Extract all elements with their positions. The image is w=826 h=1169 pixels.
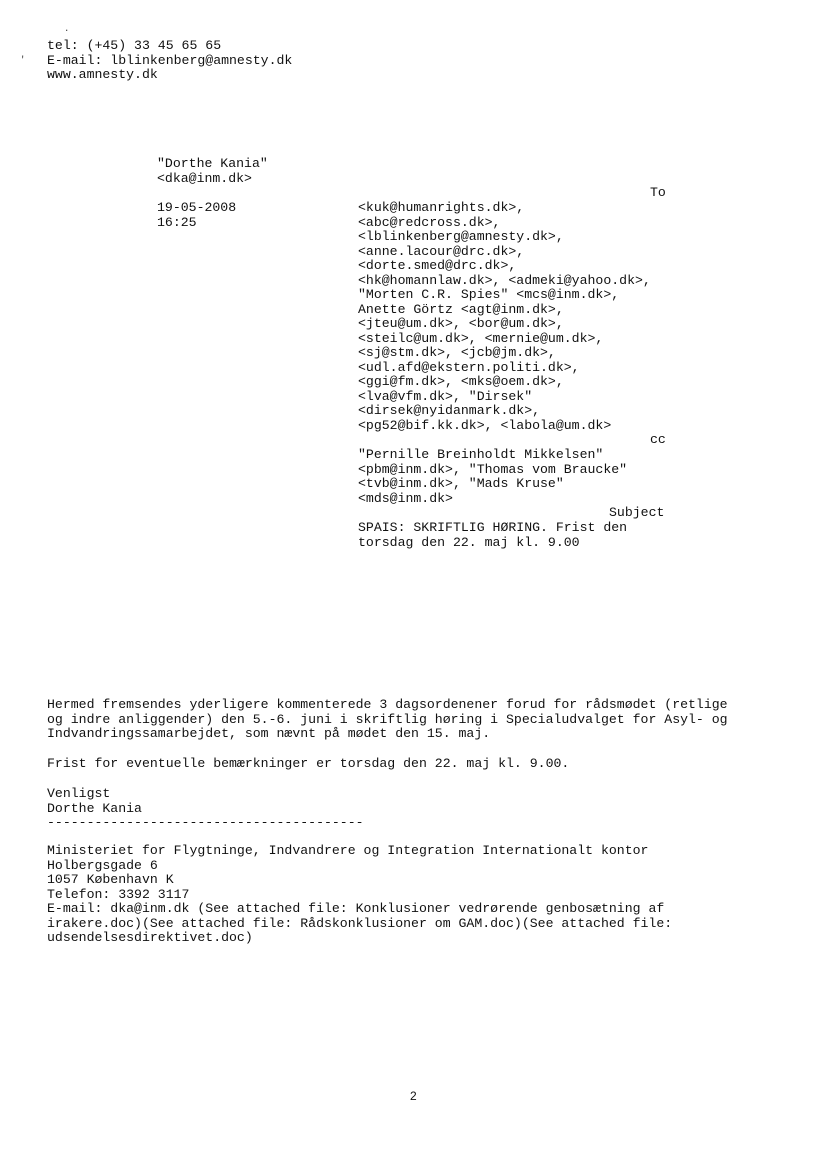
subject-text xyxy=(358,521,627,550)
to-recipient-line[interactable]: <lva@vfm.dk>, "Dirsek" xyxy=(358,388,533,404)
to-recipient-line[interactable]: <jteu@um.dk>, <bor@um.dk>, xyxy=(358,316,564,331)
sender-email[interactable]: E-mail: lblinkenberg@amnesty.dk xyxy=(47,52,293,68)
to-recipient-line[interactable]: <kuk@humanrights.dk>, xyxy=(358,200,525,215)
cc-recipient-line[interactable]: "Pernille Breinholdt Mikkelsen" xyxy=(358,447,604,462)
body-paragraph-2: Frist for eventuelle bemærkninger er torsdag den 22. maj kl. 9.00. xyxy=(47,756,570,771)
to-recipient-line[interactable]: Anette Görtz <agt@inm.dk>, xyxy=(358,301,564,317)
cc-recipients xyxy=(358,448,627,506)
body-line: Hermed fremsendes yderligere kommenterede 3 dagsordenener forud for rådsmødet (retlige xyxy=(47,697,728,712)
from-email[interactable]: <dka@inm.dk> xyxy=(157,170,252,186)
to-recipient-line[interactable]: <abc@redcross.dk>, xyxy=(358,214,501,230)
scan-dot-mark: . xyxy=(64,24,70,34)
sent-time: 16:25 xyxy=(157,214,197,230)
signature-block xyxy=(47,844,672,946)
closing: Venligst xyxy=(47,786,111,801)
signature-line: 1057 København K xyxy=(47,872,174,887)
to-recipient-line[interactable]: <anne.lacour@drc.dk>, xyxy=(358,243,525,259)
cc-label: cc xyxy=(650,432,666,447)
cc-recipient-line[interactable]: <tvb@inm.dk>, "Mads Kruse" xyxy=(358,476,564,491)
signature-line: udsendelsesdirektivet.doc) xyxy=(47,930,253,945)
page-number: 2 xyxy=(410,1089,417,1103)
to-recipient-line[interactable]: <dorte.smed@drc.dk>, xyxy=(358,258,517,273)
sender-website[interactable]: www.amnesty.dk xyxy=(47,67,158,82)
subject-line: torsdag den 22. maj kl. 9.00 xyxy=(358,534,580,550)
body-line: Indvandringssamarbejdet, som nævnt på mødet den 15. maj. xyxy=(47,726,491,741)
signature-line: Holbergsgade 6 xyxy=(47,857,158,873)
to-recipient-line[interactable]: <sj@stm.dk>, <jcb@jm.dk>, xyxy=(358,345,556,360)
signature-line: Ministeriet for Flygtninge, Indvandrere og Integration Internationalt kontor xyxy=(47,843,649,858)
separator-line: ---------------------------------------- xyxy=(47,815,364,830)
signature-line: irakere.doc)(See attached file: Rådskonklusioner om GAM.doc)(See attached file: xyxy=(47,915,673,931)
from-block xyxy=(157,157,268,186)
scan-tick-mark: ' xyxy=(20,55,26,65)
to-label: To xyxy=(650,185,666,200)
sender-tel: tel: (+45) 33 45 65 65 xyxy=(47,38,222,53)
signature-line: Telefon: 3392 3117 xyxy=(47,886,190,902)
to-recipient-line[interactable]: <hk@homannlaw.dk>, <admeki@yahoo.dk>, xyxy=(358,272,651,288)
signer-name: Dorthe Kania xyxy=(47,800,142,816)
signature-line: E-mail: dka@inm.dk (See attached file: Konklusioner vedrørende genbosætning af xyxy=(47,901,665,916)
body-paragraph-1 xyxy=(47,698,728,742)
cc-recipient-line[interactable]: <mds@inm.dk> xyxy=(358,490,453,506)
date-time-block xyxy=(157,201,236,230)
subject-line: SPAIS: SKRIFTLIG HØRING. Frist den xyxy=(358,520,628,535)
subject-label: Subject xyxy=(609,505,665,520)
to-recipient-line[interactable]: "Morten C.R. Spies" <mcs@inm.dk>, xyxy=(358,287,620,302)
to-recipient-line[interactable]: <pg52@bif.kk.dk>, <labola@um.dk> xyxy=(358,417,612,433)
to-recipient-line[interactable]: <udl.afd@ekstern.politi.dk>, xyxy=(358,359,580,375)
to-recipient-line[interactable]: <dirsek@nyidanmark.dk>, xyxy=(358,403,541,418)
sender-contact xyxy=(47,39,292,83)
to-recipient-line[interactable]: <steilc@um.dk>, <mernie@um.dk>, xyxy=(358,330,604,346)
to-recipients xyxy=(358,201,651,433)
closing-block xyxy=(47,787,364,831)
from-name: "Dorthe Kania" xyxy=(157,156,268,171)
cc-recipient-line[interactable]: <pbm@inm.dk>, "Thomas vom Braucke" xyxy=(358,461,628,477)
body-line: og indre anliggender) den 5.-6. juni i skriftlig høring i Specialudvalget for Asyl- og xyxy=(47,711,728,727)
sent-date: 19-05-2008 xyxy=(157,200,237,215)
to-recipient-line[interactable]: <ggi@fm.dk>, <mks@oem.dk>, xyxy=(358,374,564,389)
to-recipient-line[interactable]: <lblinkenberg@amnesty.dk>, xyxy=(358,229,564,244)
